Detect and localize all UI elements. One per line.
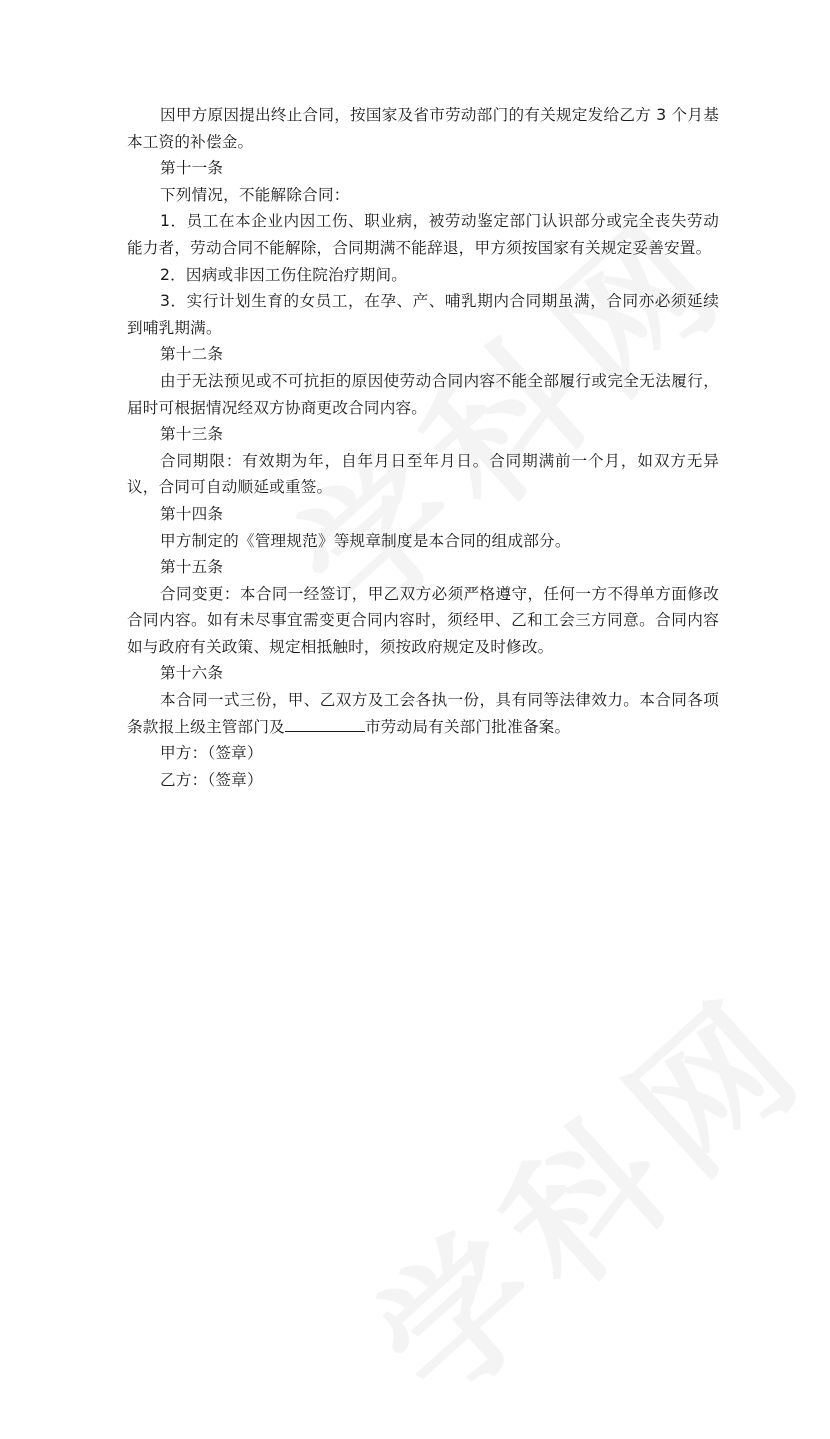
article-heading-15: 第十五条 [160, 558, 224, 577]
article-heading-14: 第十四条 [160, 504, 224, 523]
filing-text-before: 本合同一式三份，甲、乙双方及工会各执一份，具有同等法律效力。本合同各项条款报上级主管部门及 [127, 691, 719, 736]
watermark [323, 937, 830, 1439]
paragraph-contract-changes: 合同变更：本合同一经签订，甲乙双方必须严格遵守，任何一方不得单方面修改合同内容。如有未尽事宜需变更合同内容时，须经甲、乙和工会三方同意。合同内容如与政府有关政策、规定相抵触时，须按政府规定及时修改。 [127, 584, 719, 656]
list-item-1: 1．员工在本企业内因工伤、职业病，被劳动鉴定部门认识部分或完全丧失劳动能力者，劳动合同不能解除，合同期满不能辞退，甲方须按国家有关规定妥善安置。 [127, 212, 719, 257]
paragraph-contract-term: 合同期限：有效期为年，自年月日至年月日。合同期满前一个月，如双方无异议，合同可自动顺延或重签。 [127, 451, 719, 497]
article-heading-16: 第十六条 [160, 664, 224, 683]
contract-body [127, 102, 719, 793]
filing-text-after: 市劳动局有关部门批准备案。 [364, 717, 571, 736]
paragraph-force-majeure: 由于无法预见或不可抗拒的原因使劳动合同内容不能全部履行或完全无法履行，届时可根据情况经双方协商更改合同内容。 [127, 371, 719, 417]
signature-party-b: 乙方：（签章） [160, 770, 263, 789]
paragraph-compensation: 因甲方原因提出终止合同，按国家及省市劳动部门的有关规定发给乙方 3 个月基本工资的补偿金。 [127, 106, 719, 151]
signature-party-a: 甲方：（签章） [160, 744, 263, 763]
city-blank-field [285, 717, 365, 732]
list-item-2: 2．因病或非因工伤住院治疗期间。 [160, 265, 408, 284]
article-heading-12: 第十二条 [160, 345, 224, 364]
paragraph-regulations: 甲方制定的《管理规范》等规章制度是本合同的组成部分。 [160, 531, 571, 550]
paragraph-non-termination-intro: 下列情况，不能解除合同： [160, 185, 350, 204]
article-heading-13: 第十三条 [160, 425, 224, 444]
article-heading-11: 第十一条 [160, 159, 224, 178]
list-item-3: 3．实行计划生育的女员工，在孕、产、哺乳期内合同期虽满，合同亦必须延续到哺乳期满。 [127, 292, 719, 337]
paragraph-filing [127, 687, 719, 740]
